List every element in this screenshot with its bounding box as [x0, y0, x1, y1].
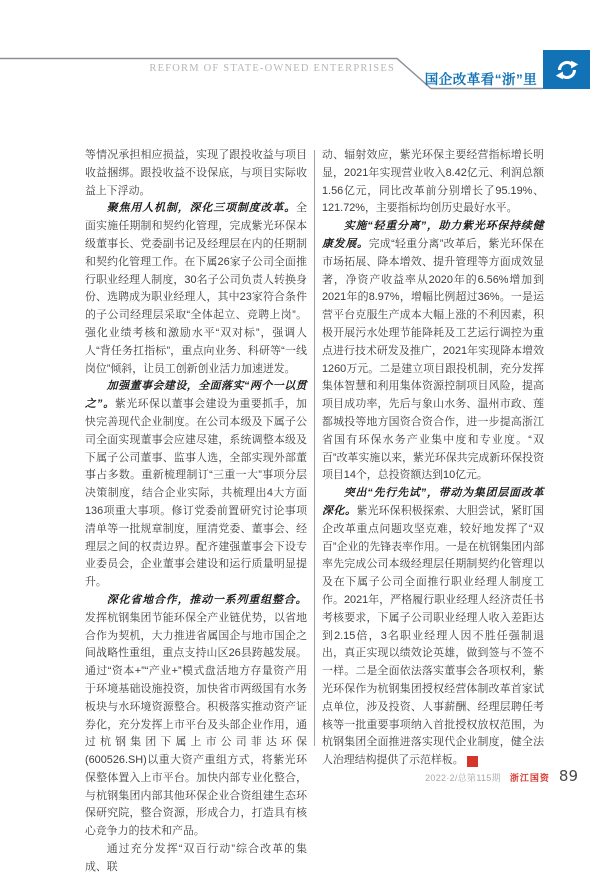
paragraph-lead: 加强董事会建设，全面落实“两个一以贯之”。 [85, 380, 307, 411]
paragraph-body: 全面实施任期制和契约化管理，完成紫光环保本级董事长、党委副书记及经理层在内的任期制和契约化管理工作。在下属26家子公司全面推行职业经理人制度，30名子公司负责人转换身份、选聘成为职业经理人，其中23家符合条件的子公司经理层采取“全体起立、竞聘上岗”。强化业绩考核和激励水平“双对标”，强调人人“背任务扛指标”，重点向业务、科研等“一线岗位”倾斜，让员工创新创业活力加速迸发。 [85, 202, 307, 375]
paragraph-body: 等情况承担相应损益，实现了跟投收益与项目收益捆绑。跟投收益不设保底，与项目实际收益上下浮动。 [85, 149, 307, 197]
paragraph-lead: 实施“轻重分离”，助力紫光环保持续健康发展。 [322, 220, 544, 250]
column-divider [314, 150, 315, 746]
paragraph [322, 147, 544, 218]
paragraph [85, 592, 307, 841]
paragraph-lead: 聚焦用人机制，深化三项制度改革。 [106, 202, 297, 215]
paragraph-lead: 突出“先行先试”，带动为集团层面改革深化。 [322, 487, 544, 517]
paragraph [322, 218, 544, 485]
article-column-right [322, 147, 544, 770]
article-end-mark: Z [467, 756, 478, 767]
paragraph-body: 通过充分发挥“双百行动”综合改革的集成、联 [85, 843, 307, 873]
article-column-left [85, 147, 307, 877]
sync-arrows-icon [555, 58, 579, 82]
header-chinese-title: 国企改革看“浙”里 [424, 72, 538, 87]
paragraph-body: 动、辐射效应，紫光环保主要经营指标增长明显，2021年实现营业收入8.42亿元、利润总额1.56亿元，同比改革前分别增长了95.19%、121.72%，主要指标均创历史最好水平。 [322, 149, 544, 215]
footer-issue: 2022·2/总第115期 [425, 773, 501, 783]
footer-magazine-name: 浙江国资 [509, 773, 550, 783]
paragraph [85, 147, 307, 200]
footer-page-number: 89 [558, 767, 578, 785]
header-english-title: REFORM OF STATE-OWNED ENTERPRISES [149, 63, 395, 74]
paragraph-body: 发挥杭钢集团节能环保全产业链优势，以省地合作为契机，大力推进省属国企与地市国企之间战略性重组，重点支持山区26县跨越发展。通过“资本+”“产业+”模式盘活地方存量资产用于环境基础设施投资，加快省市两级国有水务板块与水环境资源整合。积极落实推动资产证券化，充分发挥上市平台及头部企业作用，通过杭钢集团下属上市公司菲达环保(600526.SH)以重大资产重组方式，将紫光环保整体置入上市平台。加快内部专业化整合，与杭钢集团内部其他环保企业合资组建生态环保研究院，整合资源，形成合力，打造具有核心竞争力的技术和产品。 [85, 611, 307, 838]
header-logo-box [543, 50, 590, 89]
paragraph [85, 200, 307, 378]
paragraph-lead: 深化省地合作，推动一系列重组整合。 [106, 593, 307, 606]
paragraph-body: 紫光环保以董事会建设为重要抓手，加快完善现代企业制度。在公司本级及下属子公司全面实现董事会应建尽建，系统调整本级及下属子公司董事、监事人选，全部实现外部董事占多数。重新梳理制订“三重一大”事项分层决策制度，结合企业实际，共梳理出4大方面136项重大事项。修订党委前置研究讨论事项清单等一批规章制度，厘清党委、董事会、经理层之间的权责边界。配齐建强董事会下设专业委员会，企业董事会建设和运行质量明显提升。 [85, 398, 307, 589]
footer [425, 767, 578, 785]
paragraph [322, 485, 544, 770]
paragraph [85, 378, 307, 592]
paragraph [85, 841, 307, 877]
paragraph-body: 完成“轻重分离”改革后，紫光环保在市场拓展、降本增效、提升管理等方面成效显著，净资产收益率从2020年的6.56%增加到2021年的8.97%，增幅比例超过36%。一是运营平台克服生产成本大幅上涨的不利因素，积极开展污水处理节能降耗及工艺运行调控为重点进行技术研发及推广，2021年实现降本增效1260万元。二是建立项目跟投机制，充分发挥集体智慧和利用集体资源控制项目风险，提高项目成功率，先后与象山水务、温州市政、莲都城投等地方国资合资合作，进一步提高浙江省国有环保水务产业集中度和专业度。“双百”改革实施以来，紫光环保共完成新环保投资项目14个，总投资额达到10亿元。 [322, 237, 544, 482]
paragraph-body: 紫光环保积极探索、大胆尝试，紧盯国企改革重点问题攻坚克难，较好地发挥了“双百”企业的先锋表率作用。一是在杭钢集团内部率先完成公司本级经理层任期制契约化管理以及在下属子公司全面推行职业经理人制度工作。2021年，严格履行职业经理人经济责任书考核要求，下属子公司职业经理人收入差距达到2.15倍，3名职业经理人因不胜任强制退出，真正实现以绩效论英雄，做到签与不签不一样。二是全面依法落实董事会各项权利，紫光环保作为杭钢集团授权经营体制改革首家试点单位，涉及投资、人事薪酬、经理层聘任考核等一批重要事项纳入首批授权放权范围，为杭钢集团全面推进落实现代企业制度，健全法人治理结构提供了示范样板。 [322, 504, 544, 767]
